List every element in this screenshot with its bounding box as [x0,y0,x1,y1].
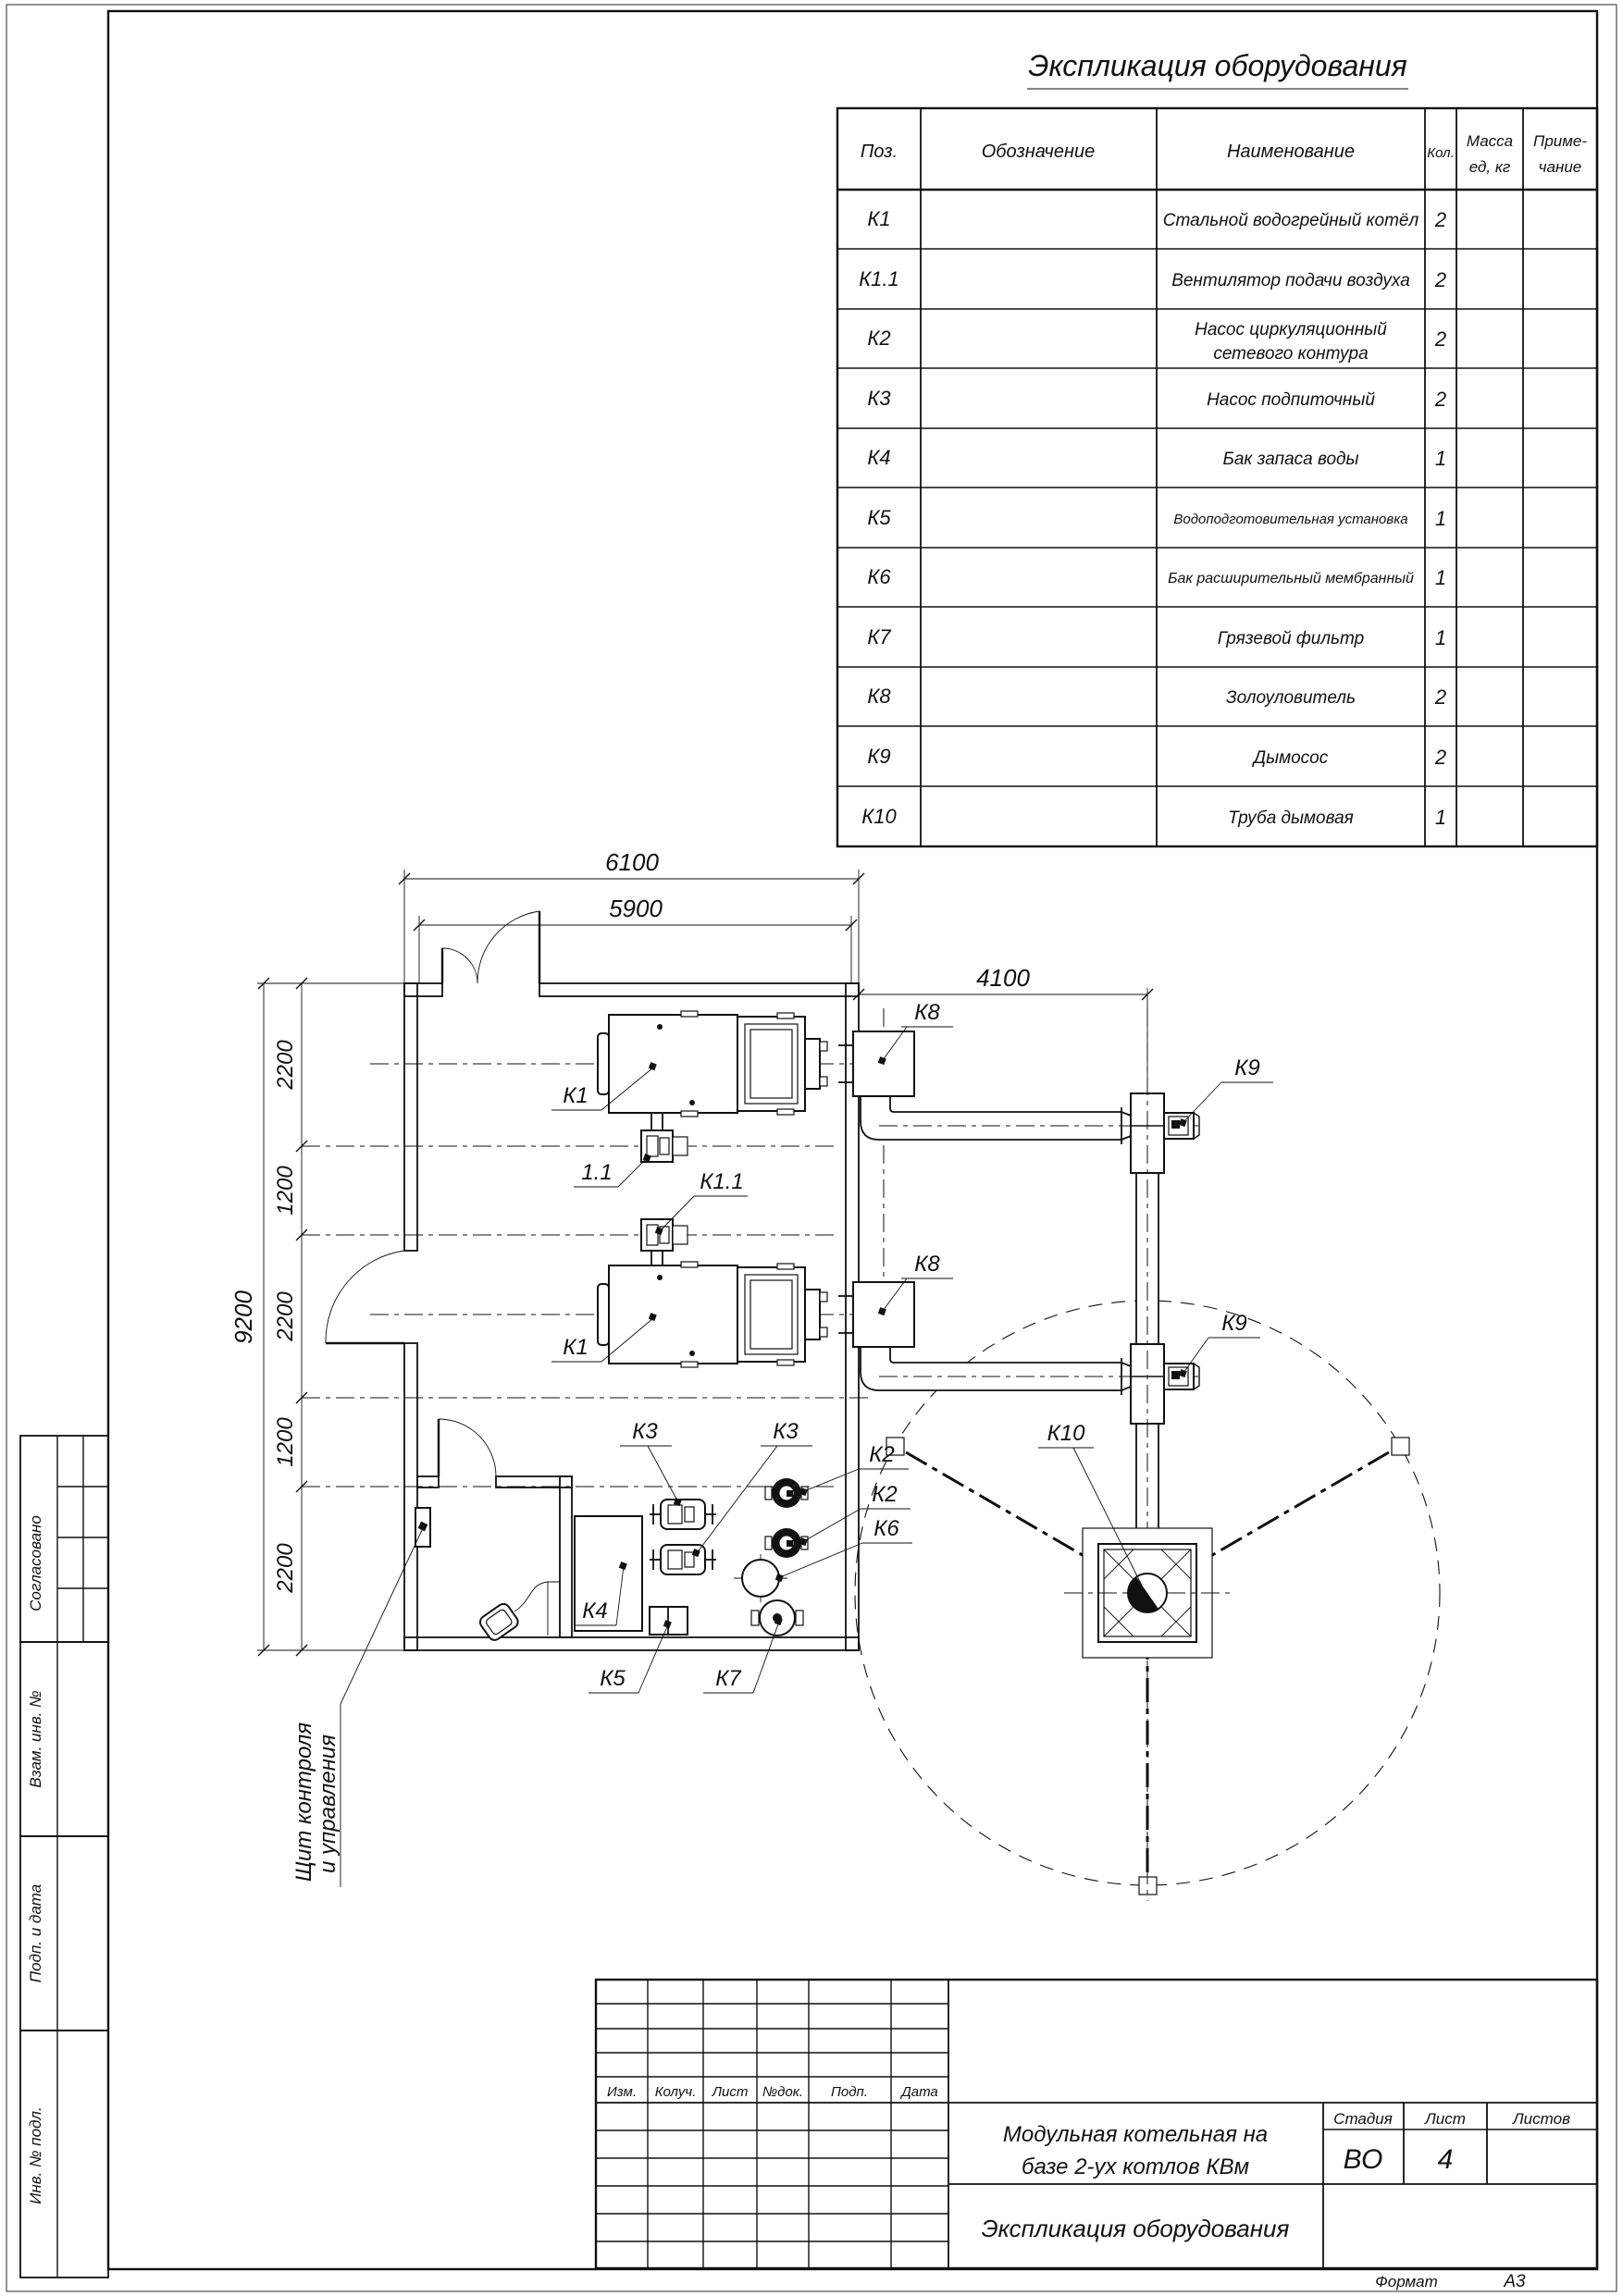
svg-text:Инв. № подл.: Инв. № подл. [27,2106,44,2204]
svg-text:чание: чание [1538,158,1582,176]
svg-text:Бак расширительный мембранный: Бак расширительный мембранный [1168,571,1414,586]
svg-text:К8: К8 [867,685,891,708]
equipment-spec-table [837,49,1597,846]
svg-text:ед, кг: ед, кг [1468,158,1511,176]
svg-text:1: 1 [1434,626,1447,649]
dim-4100: 4100 [976,964,1030,992]
svg-text:№док.: №док. [762,2084,804,2100]
chimney-k10 [1064,1528,1231,1658]
svg-text:1: 1 [1434,566,1447,589]
svg-text:2: 2 [1434,208,1447,231]
label-k8: К8 [914,1252,940,1277]
doc-title-cell: Экспликация оборудования [981,2215,1290,2242]
flue-duct-line-2 [861,1347,1131,1395]
svg-text:Насос циркуляционный: Насос циркуляционный [1195,320,1387,339]
feed-pump-k3-2 [650,1545,716,1574]
svg-text:Обозначение: Обозначение [981,142,1096,162]
smoke-exhauster-k9-2 [1164,1364,1199,1389]
stage-label: Стадия [1333,2110,1393,2128]
svg-text:Водоподготовительная установка: Водоподготовительная установка [1173,512,1408,527]
wash-basin [477,1582,560,1643]
format-note [1375,2272,1526,2291]
margin-block-sign-date [20,1836,108,2031]
svg-text:Наименование: Наименование [1226,142,1356,162]
title-block [596,1980,1597,2268]
svg-text:2: 2 [1434,685,1447,709]
svg-text:Насос подпиточный: Насос подпиточный [1207,390,1375,410]
entrance-door [442,911,539,983]
label-k1: К1 [563,1335,588,1360]
feed-pump-k3-1 [650,1500,716,1529]
sheet-label: Лист [1425,2110,1466,2128]
label-k2: К2 [869,1442,895,1467]
dim-5900: 5900 [609,895,663,922]
control-panel-callout [291,1528,423,1887]
side-door [326,1251,404,1343]
svg-text:К6: К6 [867,565,891,588]
page-frame [6,5,1617,2291]
label-k2: К2 [872,1482,898,1507]
svg-text:Труба дымовая: Труба дымовая [1228,809,1354,828]
margin-block-agreed [20,1436,108,1642]
margin-block-replace-inv [20,1642,108,1836]
label-k5: К5 [600,1666,626,1691]
svg-text:Лист: Лист [712,2084,749,2100]
table-row [861,805,1446,829]
plan-dimensions [229,848,1153,1656]
stage-value: ВО [1343,2144,1383,2175]
svg-text:1: 1 [1434,447,1447,470]
stage-sheet-cells [1323,2103,1597,2268]
format-label: Формат [1375,2273,1438,2290]
svg-text:Дата: Дата [901,2084,938,2100]
control-panel [415,1508,430,1547]
label-k3: К3 [632,1419,658,1444]
svg-text:2: 2 [1434,746,1447,769]
revision-table [596,1980,948,2268]
svg-text:1200: 1200 [273,1166,298,1216]
svg-text:К3: К3 [867,387,891,410]
format-value: А3 [1504,2272,1526,2291]
dim-6100: 6100 [605,848,659,876]
label-k1: К1 [563,1083,588,1108]
svg-text:К2: К2 [867,327,891,350]
svg-text:К7: К7 [867,625,891,648]
svg-text:1: 1 [1434,806,1447,829]
spec-table-title: Экспликация оборудования [1028,49,1407,82]
label-k8: К8 [914,1000,940,1025]
dim-9200: 9200 [229,1290,257,1344]
sheets-label: Листов [1513,2110,1570,2128]
svg-text:1200: 1200 [273,1417,298,1467]
svg-text:Стальной водогрейный котёл: Стальной водогрейный котёл [1162,211,1419,230]
label-k10: К10 [1047,1421,1085,1446]
svg-text:Кол.: Кол. [1427,145,1455,161]
svg-text:и управления: и управления [316,1734,341,1873]
spec-table-rows [859,207,1446,829]
label-k9: К9 [1221,1311,1247,1336]
svg-text:Подп. и дата: Подп. и дата [27,1883,44,1983]
svg-text:К5: К5 [867,506,891,529]
boiler-k1-1 [598,1011,827,1117]
label-k6: К6 [873,1516,899,1541]
label-k9: К9 [1234,1055,1260,1080]
label-k4: К4 [582,1599,608,1623]
svg-text:К9: К9 [867,745,891,768]
label-1-1: 1.1 [581,1160,613,1185]
smoke-exhauster-k9-1 [1164,1113,1199,1139]
svg-text:2: 2 [1434,327,1447,351]
svg-text:Щит контроля: Щит контроля [291,1722,316,1882]
label-k1-1: К1.1 [700,1169,744,1194]
margin-stamp-blocks [20,1436,108,2277]
label-k3: К3 [773,1419,799,1444]
svg-text:К10: К10 [861,805,897,828]
svg-text:2200: 2200 [273,1040,298,1090]
svg-text:Поз.: Поз. [860,142,898,162]
svg-text:Бак запаса воды: Бак запаса воды [1222,450,1359,469]
inner-room-door [439,1419,496,1476]
svg-text:К4: К4 [867,446,891,469]
svg-text:Золоуловитель: Золоуловитель [1226,688,1356,708]
label-k7: К7 [715,1666,741,1691]
svg-text:2: 2 [1434,388,1447,411]
svg-text:К1.1: К1.1 [859,267,899,290]
svg-text:Колуч.: Колуч. [654,2084,697,2100]
svg-text:Подп.: Подп. [831,2084,868,2100]
svg-text:Дымосос: Дымосос [1253,748,1329,768]
svg-text:2200: 2200 [273,1543,298,1593]
boiler-k1-2 [598,1262,827,1367]
flue-duct-line-1 [861,1096,1131,1144]
svg-text:1: 1 [1434,507,1447,530]
svg-text:Грязевой фильтр: Грязевой фильтр [1217,629,1365,648]
svg-text:Модульная котельная на: Модульная котельная на [1002,2122,1269,2147]
svg-text:К1: К1 [867,207,891,230]
margin-block-inv-no [20,2031,108,2277]
svg-text:Вентилятор подачи воздуха: Вентилятор подачи воздуха [1171,271,1410,290]
svg-text:Масса: Масса [1466,132,1514,150]
svg-text:2200: 2200 [273,1291,298,1341]
svg-text:сетевого контура: сетевого контура [1213,344,1369,364]
svg-text:Изм.: Изм. [607,2084,637,2100]
svg-text:Взам. инв. №: Взам. инв. № [27,1690,44,1788]
svg-text:Приме-: Приме- [1533,132,1587,150]
svg-text:Согласовано: Согласовано [27,1515,44,1611]
water-treatment-k5 [650,1607,688,1635]
svg-text:2: 2 [1434,268,1447,291]
guy-anchor [1392,1438,1409,1455]
spec-table-header [861,132,1587,176]
air-fan-1-1 [641,1113,688,1162]
svg-text:базе 2-ух котлов КВм: базе 2-ух котлов КВм [1021,2154,1250,2179]
project-name-cell [1003,2122,1268,2179]
revision-table-header [607,2084,938,2100]
table-row [859,267,1446,291]
sheet-value: 4 [1437,2144,1454,2175]
